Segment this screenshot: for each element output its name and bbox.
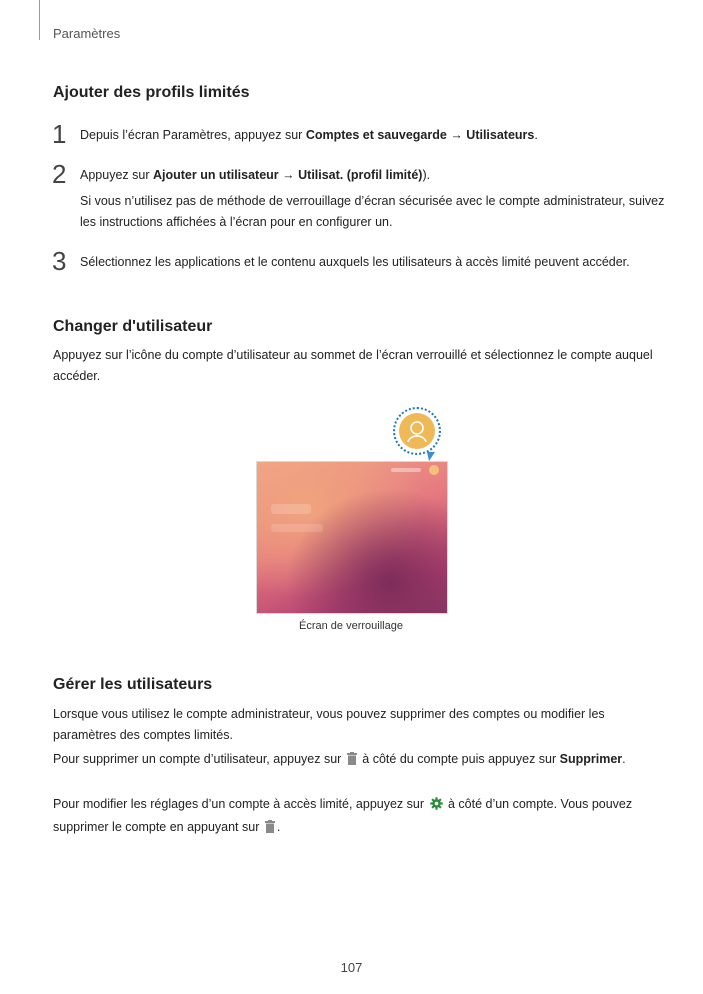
step-number: 1 xyxy=(52,119,67,149)
user-account-icon-small xyxy=(429,465,439,475)
callout-pointer xyxy=(426,452,436,462)
step-1-text: Depuis l’écran Paramètres, appuyez sur Comptes et sauvegarde → Utilisateurs. xyxy=(80,128,538,142)
manage-users-p1: Lorsque vous utilisez le compte administrateur, vous pouvez supprimer des comptes ou modifier les paramètres des comptes limités. xyxy=(53,707,605,742)
step-number: 3 xyxy=(52,246,67,276)
header-divider xyxy=(39,0,40,40)
step-3-text: Sélectionnez les applications et le contenu auxquels les utilisateurs à accès limité peuvent accéder. xyxy=(80,255,630,269)
manage-users-p3: Pour modifier les réglages d’un compte à accès limité, appuyez sur à côté d’un compte. Vous pouvez supprimer le compte en appuyant sur . xyxy=(53,794,653,840)
date-placeholder xyxy=(271,524,323,532)
user-account-icon[interactable] xyxy=(399,413,435,449)
lock-screen-illustration xyxy=(256,461,448,614)
manage-users-p2: Pour supprimer un compte d’utilisateur, appuyez sur à côté du compte puis appuyez sur Supprimer. xyxy=(53,749,653,772)
clock-placeholder xyxy=(271,504,311,514)
status-bar xyxy=(391,468,421,472)
section-title-change-user: Changer d'utilisateur xyxy=(53,318,213,335)
step-2-note: Si vous n’utilisez pas de méthode de verrouillage d’écran sécurisée avec le compte administrateur, suivez les instructions affichées à l’écran pour en configurer un. xyxy=(80,194,665,229)
gear-icon xyxy=(430,796,443,817)
section-title-add-restricted-profiles: Ajouter des profils limités xyxy=(53,84,250,101)
page-header: Paramètres xyxy=(53,26,121,41)
section-title-manage-users: Gérer les utilisateurs xyxy=(53,676,213,693)
trash-icon xyxy=(347,751,357,772)
trash-icon xyxy=(265,819,275,840)
step-2-text: Appuyez sur Ajouter un utilisateur → Utilisat. (profil limité)). xyxy=(80,168,431,182)
step-number: 2 xyxy=(52,159,67,189)
person-icon xyxy=(405,419,429,443)
change-user-body: Appuyez sur l’icône du compte d’utilisateur au sommet de l’écran verrouillé et sélectionnez le compte auquel accéder. xyxy=(53,348,653,383)
figure-caption: Écran de verrouillage xyxy=(299,620,403,632)
page-number: 107 xyxy=(340,960,363,975)
